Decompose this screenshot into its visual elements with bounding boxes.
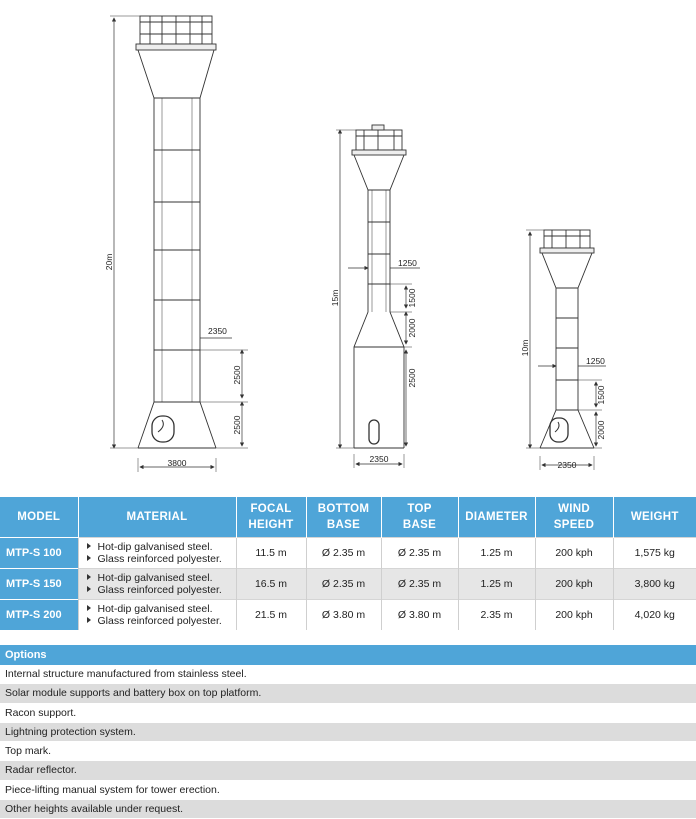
table-row [0,569,696,600]
tower-b-seg3-label: 2500 [407,368,417,388]
table-row [0,538,696,569]
tower-c-seg1-label: 1500 [596,385,606,405]
cell-material [78,569,236,600]
cell-weight: 3,800 kg [613,569,696,600]
option-item: Racon support. [0,704,696,723]
tower-b-outline [352,125,406,448]
cell-material [78,538,236,569]
header-material: MATERIAL [78,497,236,538]
option-item: Lightning protection system. [0,723,696,742]
tower-a-width-label: 2350 [208,326,227,336]
header-focal-height: FOCAL HEIGHT [236,497,306,538]
tower-b-seg2-label: 2000 [407,318,417,338]
cell-weight: 1,575 kg [613,538,696,569]
tower-a-outline [136,16,216,448]
tower-a-seg1-label: 2500 [232,365,242,385]
option-item: Internal structure manufactured from stainless steel. [0,665,696,684]
options-list [0,645,696,819]
tower-c-outline [540,230,594,448]
cell-diameter: 1.25 m [458,569,535,600]
tower-b-seg1-label: 1500 [407,288,417,308]
option-item: Piece-lifting manual system for tower erection. [0,781,696,800]
cell-bottom-base: Ø 2.35 m [306,538,381,569]
header-bottom-base: BOTTOM BASE [306,497,381,538]
material-item: Hot-dip galvanised steel. [87,572,236,584]
option-item: Solar module supports and battery box on top platform. [0,684,696,703]
cell-wind-speed: 200 kph [535,538,613,569]
cell-top-base: Ø 2.35 m [381,538,458,569]
cell-bottom-base: Ø 3.80 m [306,600,381,631]
option-item: Radar reflector. [0,761,696,780]
tower-b-width-label: 1250 [398,258,417,268]
cell-bottom-base: Ø 2.35 m [306,569,381,600]
table-row [0,600,696,631]
cell-weight: 4,020 kg [613,600,696,631]
tower-c-dimensions [526,230,606,470]
cell-top-base: Ø 3.80 m [381,600,458,631]
specs-table [0,497,696,630]
cell-material [78,600,236,631]
material-item: Glass reinforced polyester. [87,584,236,596]
table-header-row [0,497,696,538]
tower-c-seg2-label: 2000 [596,420,606,440]
tower-c-base-label: 2350 [557,460,577,470]
header-model: MODEL [0,497,78,538]
option-item: Other heights available under request. [0,800,696,819]
cell-model: MTP-S 150 [0,569,78,600]
material-item: Glass reinforced polyester. [87,615,236,627]
tower-a-dimensions [110,16,248,472]
cell-model: MTP-S 100 [0,538,78,569]
option-item: Top mark. [0,742,696,761]
cell-wind-speed: 200 kph [535,600,613,631]
header-wind-speed: WIND SPEED [535,497,613,538]
tower-b-height-label: 15m [330,289,340,307]
cell-focal-height: 16.5 m [236,569,306,600]
cell-focal-height: 21.5 m [236,600,306,631]
cell-model: MTP-S 200 [0,600,78,631]
cell-diameter: 1.25 m [458,538,535,569]
cell-top-base: Ø 2.35 m [381,569,458,600]
tower-a-base-label: 3800 [167,458,187,468]
cell-wind-speed: 200 kph [535,569,613,600]
tower-c-height-label: 10m [520,339,530,357]
material-item: Hot-dip galvanised steel. [87,603,236,615]
material-item: Glass reinforced polyester. [87,553,236,565]
header-weight: WEIGHT [613,497,696,538]
options-title: Options [0,645,696,665]
material-item: Hot-dip galvanised steel. [87,541,236,553]
tower-a-height-label: 20m [104,253,114,271]
tower-c-width-label: 1250 [586,356,605,366]
tower-b-base-label: 2350 [369,454,389,464]
cell-focal-height: 11.5 m [236,538,306,569]
tower-a-seg2-label: 2500 [232,415,242,435]
cell-diameter: 2.35 m [458,600,535,631]
header-diameter: DIAMETER [458,497,535,538]
header-top-base: TOP BASE [381,497,458,538]
